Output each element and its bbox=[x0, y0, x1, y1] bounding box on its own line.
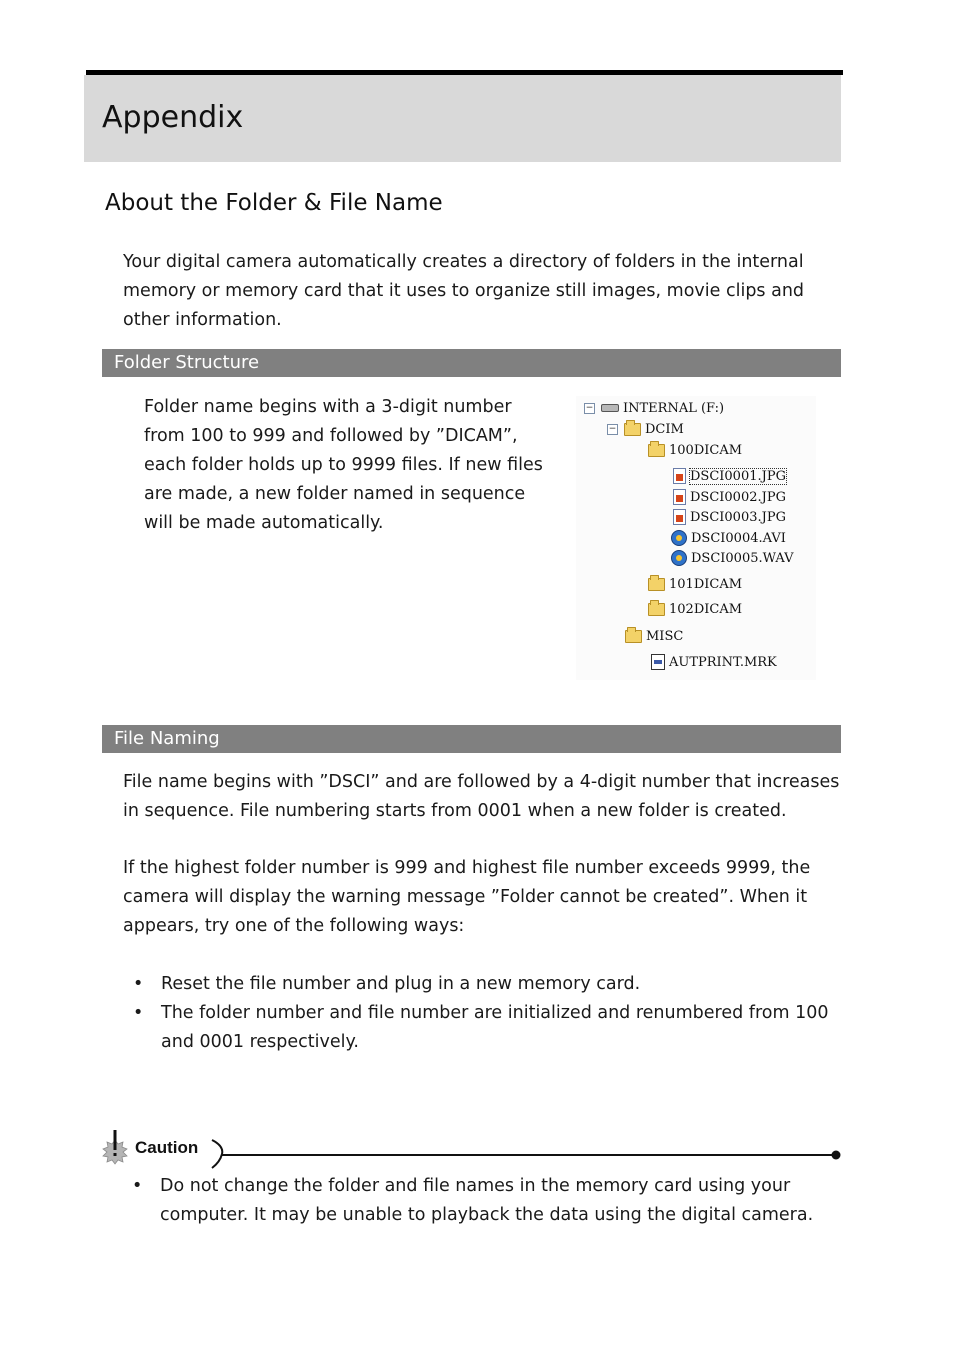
folder-structure-heading: Folder Structure bbox=[114, 352, 260, 373]
file-naming-bullets bbox=[123, 970, 843, 1057]
collapse-icon[interactable]: − bbox=[585, 402, 594, 413]
tree-item-dcim[interactable] bbox=[607, 420, 684, 438]
caution-icon bbox=[99, 1128, 131, 1168]
tree-item-dsci0004[interactable] bbox=[671, 529, 786, 547]
mrk-file-icon bbox=[651, 654, 665, 670]
folder-icon bbox=[648, 444, 665, 457]
file-naming-heading-band bbox=[102, 725, 841, 753]
tree-item-label: DSCI0002.JPG bbox=[690, 489, 786, 505]
tree-item-label: DSCI0003.JPG bbox=[690, 509, 786, 525]
caution-divider bbox=[210, 1138, 846, 1170]
tree-item-label: 101DICAM bbox=[669, 576, 743, 592]
tree-item-101dicam[interactable] bbox=[648, 575, 742, 593]
tree-item-label: INTERNAL (F:) bbox=[623, 400, 725, 416]
tree-item-dsci0001[interactable] bbox=[673, 467, 786, 485]
tree-item-label: DSCI0004.AVI bbox=[691, 530, 786, 546]
file-naming-paragraph-1: File name begins with ”DSCI” and are followed by a 4-digit number that increases in sequence. File numbering starts from 0001 when a new folder is created. bbox=[123, 772, 840, 821]
tree-item-102dicam[interactable] bbox=[648, 600, 742, 618]
file-naming-paragraph-2: If the highest folder number is 999 and highest file number exceeds 9999, the camera will display the warning message ”Folder cannot be created”. When it appears, try one of the following ways: bbox=[123, 858, 811, 936]
folder-icon bbox=[624, 423, 641, 436]
folder-structure-heading-band bbox=[102, 349, 841, 377]
tree-item-label: AUTPRINT.MRK bbox=[669, 654, 777, 670]
folder-icon bbox=[648, 578, 665, 591]
folder-structure-text: Folder name begins with a 3-digit number from 100 to 999 and followed by ”DICAM”, each folder holds up to 9999 files. If new files are made, a new folder named in sequence will be made automatically. bbox=[144, 397, 543, 533]
tree-item-label: DSCI0005.WAV bbox=[691, 550, 794, 566]
media-file-icon bbox=[671, 550, 687, 566]
tree-item-dsci0003[interactable] bbox=[673, 508, 786, 526]
tree-item-misc[interactable] bbox=[625, 627, 683, 645]
folder-tree bbox=[576, 396, 816, 680]
caution-label: Caution bbox=[135, 1138, 199, 1157]
tree-item-label: DCIM bbox=[645, 421, 684, 437]
jpg-file-icon bbox=[673, 509, 686, 525]
intro-paragraph: Your digital camera automatically creates a directory of folders in the internal memory or memory card that it uses to organize still images, movie clips and other information. bbox=[123, 252, 805, 330]
caution-bullets bbox=[122, 1172, 842, 1230]
tree-item-label: 100DICAM bbox=[669, 442, 743, 458]
tree-item-label: MISC bbox=[646, 628, 684, 644]
media-file-icon bbox=[671, 530, 687, 546]
tree-item-internal[interactable] bbox=[584, 399, 724, 417]
list-item: • The folder number and file number are initialized and renumbered from 100 and 0001 respectively. bbox=[123, 999, 843, 1057]
tree-item-autprint[interactable] bbox=[651, 653, 777, 671]
tree-item-dsci0005[interactable] bbox=[671, 549, 793, 567]
collapse-icon[interactable]: − bbox=[608, 423, 617, 434]
section-title: About the Folder & File Name bbox=[105, 190, 443, 216]
tree-item-label: DSCI0001.JPG bbox=[690, 468, 786, 484]
list-item: • Do not change the folder and file names in the memory card using your computer. It may be unable to playback the data using the digital camera. bbox=[122, 1172, 842, 1230]
list-item: • Reset the file number and plug in a new memory card. bbox=[123, 970, 843, 999]
folder-icon bbox=[648, 603, 665, 616]
folder-icon bbox=[625, 630, 642, 643]
tree-item-dsci0002[interactable] bbox=[673, 488, 786, 506]
drive-icon bbox=[601, 404, 619, 412]
file-naming-heading: File Naming bbox=[114, 728, 220, 749]
jpg-file-icon bbox=[673, 468, 686, 484]
tree-item-label: 102DICAM bbox=[669, 601, 743, 617]
tree-item-100dicam[interactable] bbox=[648, 441, 742, 459]
page-title: Appendix bbox=[102, 100, 244, 135]
jpg-file-icon bbox=[673, 489, 686, 505]
